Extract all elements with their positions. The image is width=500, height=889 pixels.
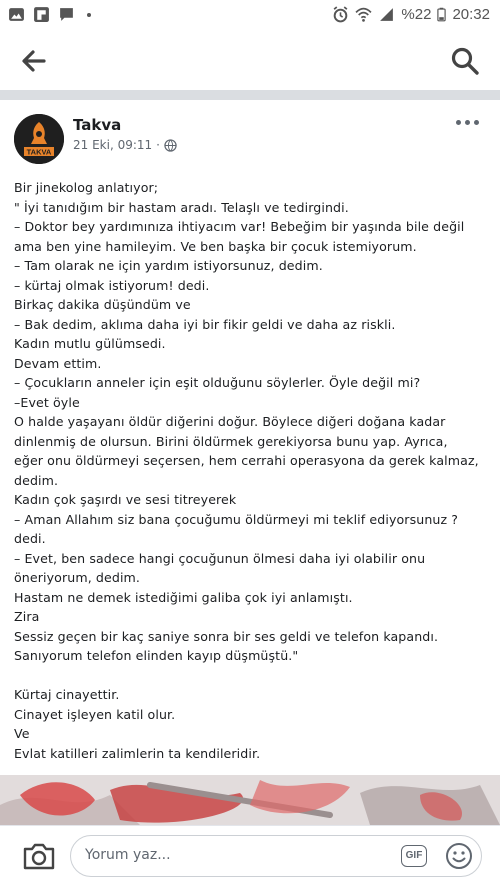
status-bar-left [8,6,91,23]
avatar-text: TAKVA [26,147,52,157]
signal-icon [378,6,395,23]
emoji-icon[interactable] [445,842,473,870]
status-bar-right [332,6,490,23]
post-body-line: dedim. [14,472,59,488]
avatar-logo [14,114,64,164]
post-body-line: " İyi tanıdığım bir hastam aradı. Telaşlı ve tedirgindi. [14,199,349,215]
post-meta [73,138,177,152]
post-body-line: – kürtaj olmak istiyorum! dedi. [14,277,210,293]
gif-button[interactable]: GIF [401,845,427,867]
image-notification-icon [8,6,25,23]
post-body-line: – Tam olarak ne için yardım istiyorsunuz, dedim. [14,258,323,273]
app-bar [0,32,500,90]
more-notifications-dot [87,13,91,17]
clock: 20:32 [452,6,490,23]
more-dot [474,120,479,125]
flipboard-notification-icon [33,6,50,23]
post-body-line: Kürtaj cinayettir. [14,687,120,702]
post-body-line: Birkaç dakika düşündüm ve [14,297,191,312]
post-image[interactable] [0,775,500,825]
meta-separator: · [156,138,160,152]
battery-icon [437,6,446,23]
alarm-icon [332,6,349,23]
comment-placeholder: Yorum yaz... [85,847,171,863]
post-body [14,178,484,763]
post-body-line: dedi. [14,531,46,546]
globe-icon [164,139,177,152]
post-header [0,100,500,170]
post-date[interactable]: 21 Eki, 09:11 [73,138,153,152]
app-bar-divider [0,90,500,100]
post-body-line: Cinayet işleyen katil olur. [14,706,176,722]
post-author[interactable]: Takva [73,116,122,134]
post-body-line: eğer onu öldürmeyi seçersen, hem cerrahi operasyona da gerek kalmaz, [14,453,479,468]
post-body-line: Bir jinekolog anlatıyor; [14,180,159,195]
post-body-line: Sanıyorum telefon elinden kayıp düşmüştü." [14,648,299,663]
post-body-line: Zira [14,609,40,624]
comment-input[interactable] [70,835,482,877]
status-bar [0,0,500,32]
avatar[interactable] [14,114,64,164]
post-body-line: öneriyorum, dedim. [14,570,141,585]
battery-percent: %22 [401,6,432,23]
post-body-line: O halde yaşayanı öldür diğerini doğur. Böylece diğeri doğana kadar [14,414,446,429]
more-dot [456,120,461,125]
post-body-line: Sessiz geçen bir kaç saniye sonra bir ses geldi ve telefon kapandı. [14,628,439,644]
post-body-line: dinlenmiş de olursun. Birini öldürmek gerekiyorsa bunu yap. Ayrıca, [14,433,448,449]
post-body-line: – Aman Allahım siz bana çocuğumu öldürmeyi mi teklif ediyorsunuz ? [14,511,459,527]
camera-icon[interactable] [22,841,56,871]
comment-bar [0,825,500,889]
post-body-line: Evlat katilleri zalimlerin ta kendileridir. [14,745,261,761]
post-body-spacer [14,666,484,686]
post-body-line: Kadın çok şaşırdı ve sesi titreyerek [14,492,237,507]
post-body-line: – Evet, ben sadece hangi çocuğunun ölmesi daha iyi olabilir onu [14,550,426,566]
wifi-icon [355,6,372,23]
post-body-line: –Evet öyle [14,394,80,410]
arrow-left-icon[interactable] [18,46,50,76]
post-body-line: Kadın mutlu gülümsedi. [14,336,166,351]
post-body-line: Ve [14,726,30,741]
post-image-graphic [0,775,500,825]
post-body-line: – Bak dedim, aklıma daha iyi bir fikir geldi ve daha az riskli. [14,316,396,332]
search-icon[interactable] [450,46,480,76]
post-body-line: Devam ettim. [14,355,102,371]
post-body-line: Hastam ne demek istediğimi galiba çok iyi anlamıştı. [14,589,353,605]
post-body-line: – Doktor bey yardımınıza ihtiyacım var! Bebeğim bir yaşında bile değil [14,219,465,234]
more-dot [465,120,470,125]
message-notification-icon [58,6,75,23]
more-icon[interactable] [456,120,482,130]
post-body-line: ama ben yine hamileyim. Ve ben başka bir çocuk istemiyorum. [14,238,417,254]
post-body-line: – Çocukların anneler için eşit olduğunu söylerler. Öyle değil mi? [14,375,421,390]
